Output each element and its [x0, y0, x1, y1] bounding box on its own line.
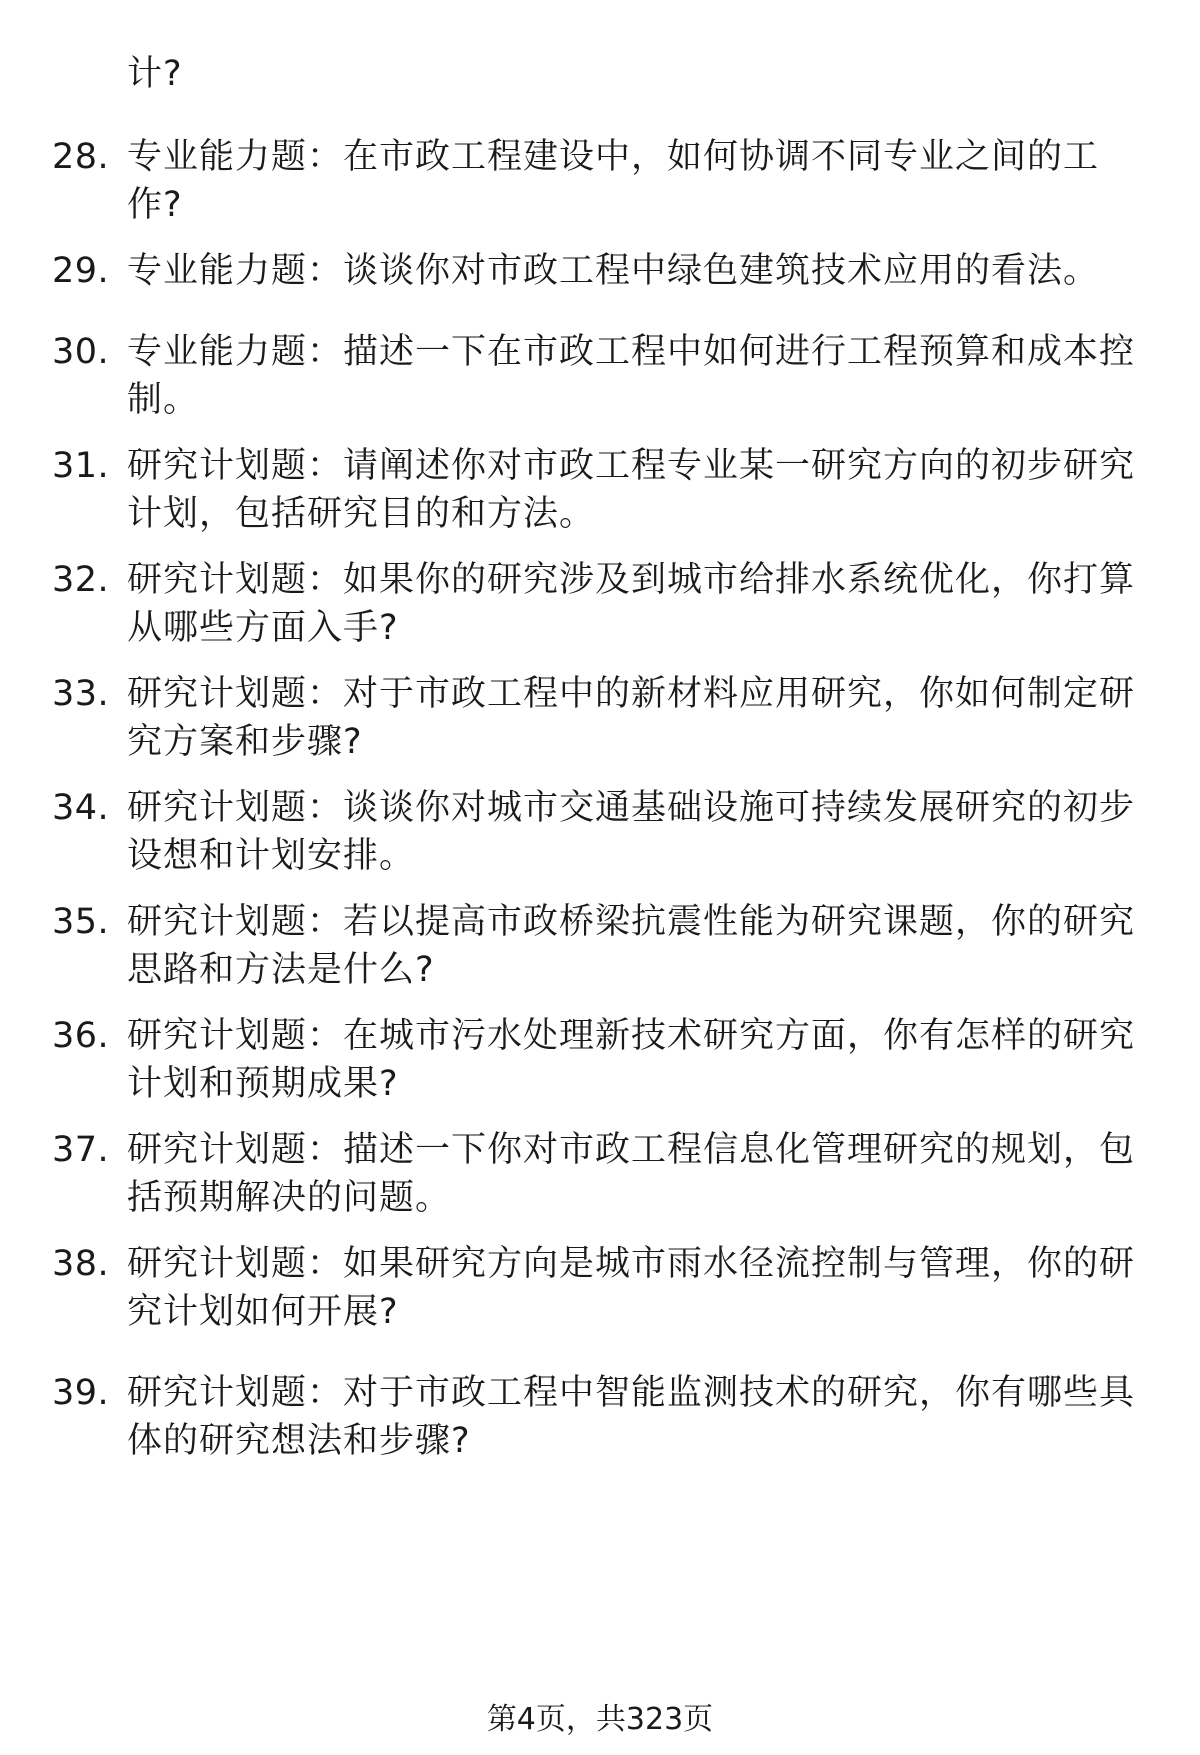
item-number: 38.: [52, 1244, 110, 1284]
item-text: [127, 556, 1147, 652]
item-number: 29.: [52, 251, 110, 291]
continuation-text: 计?: [127, 54, 183, 94]
item-text-line: 研究计划题：请阐述你对市政工程专业某一研究方向的初步研究: [127, 446, 1136, 486]
item-text-line: 研究计划题：如果你的研究涉及到城市给排水系统优化，你打算: [127, 560, 1136, 600]
item-text: [127, 328, 1147, 424]
item-text-line: 研究计划题：如果研究方向是城市雨水径流控制与管理，你的研: [127, 1244, 1136, 1284]
item-number: 39.: [52, 1373, 110, 1413]
item-text-line: 专业能力题：在市政工程建设中，如何协调不同专业之间的工: [127, 137, 1100, 177]
item-text-line: 究方案和步骤?: [127, 722, 363, 762]
item-text-line: 研究计划题：描述一下你对市政工程信息化管理研究的规划，包: [127, 1130, 1136, 1170]
item-number: 33.: [52, 674, 110, 714]
item-number: 35.: [52, 902, 110, 942]
item-text: [127, 1240, 1147, 1336]
item-text-line: 究计划如何开展?: [127, 1292, 399, 1332]
item-text-line: 计划和预期成果?: [127, 1064, 399, 1104]
item-text: [127, 1012, 1147, 1108]
item-number: 31.: [52, 446, 110, 486]
item-number: 36.: [52, 1016, 110, 1056]
item-number: 32.: [52, 560, 110, 600]
item-text-line: 研究计划题：在城市污水处理新技术研究方面，你有怎样的研究: [127, 1016, 1136, 1056]
item-text-line: 计划，包括研究目的和方法。: [127, 494, 596, 534]
item-text-line: 专业能力题：谈谈你对市政工程中绿色建筑技术应用的看法。: [127, 251, 1100, 291]
item-text: [127, 133, 1147, 229]
item-number: 37.: [52, 1130, 110, 1170]
item-text: [127, 1126, 1147, 1222]
page-footer: 第4页，共323页: [486, 1702, 714, 1737]
item-text-line: 研究计划题：若以提高市政桥梁抗震性能为研究课题，你的研究: [127, 902, 1136, 942]
item-text-line: 体的研究想法和步骤?: [127, 1421, 471, 1461]
item-text-line: 研究计划题：对于市政工程中的新材料应用研究，你如何制定研: [127, 674, 1136, 714]
item-text: [127, 670, 1147, 766]
item-text-line: 制。: [127, 380, 200, 420]
item-text: [127, 898, 1147, 994]
item-text-line: 作?: [127, 185, 183, 225]
item-number: 30.: [52, 332, 110, 372]
item-text-line: 括预期解决的问题。: [127, 1178, 452, 1218]
item-text-line: 研究计划题：谈谈你对城市交通基础设施可持续发展研究的初步: [127, 788, 1136, 828]
item-text: [127, 247, 1147, 295]
item-text: [127, 784, 1147, 880]
item-text-line: 研究计划题：对于市政工程中智能监测技术的研究，你有哪些具: [127, 1373, 1136, 1413]
item-number: 28.: [52, 137, 110, 177]
item-text: [127, 442, 1147, 538]
item-text-line: 思路和方法是什么?: [127, 950, 435, 990]
item-text-line: 从哪些方面入手?: [127, 608, 399, 648]
item-text-line: 专业能力题：描述一下在市政工程中如何进行工程预算和成本控: [127, 332, 1136, 372]
item-text-line: 设想和计划安排。: [127, 836, 416, 876]
item-number: 34.: [52, 788, 110, 828]
item-text: [127, 1369, 1147, 1465]
